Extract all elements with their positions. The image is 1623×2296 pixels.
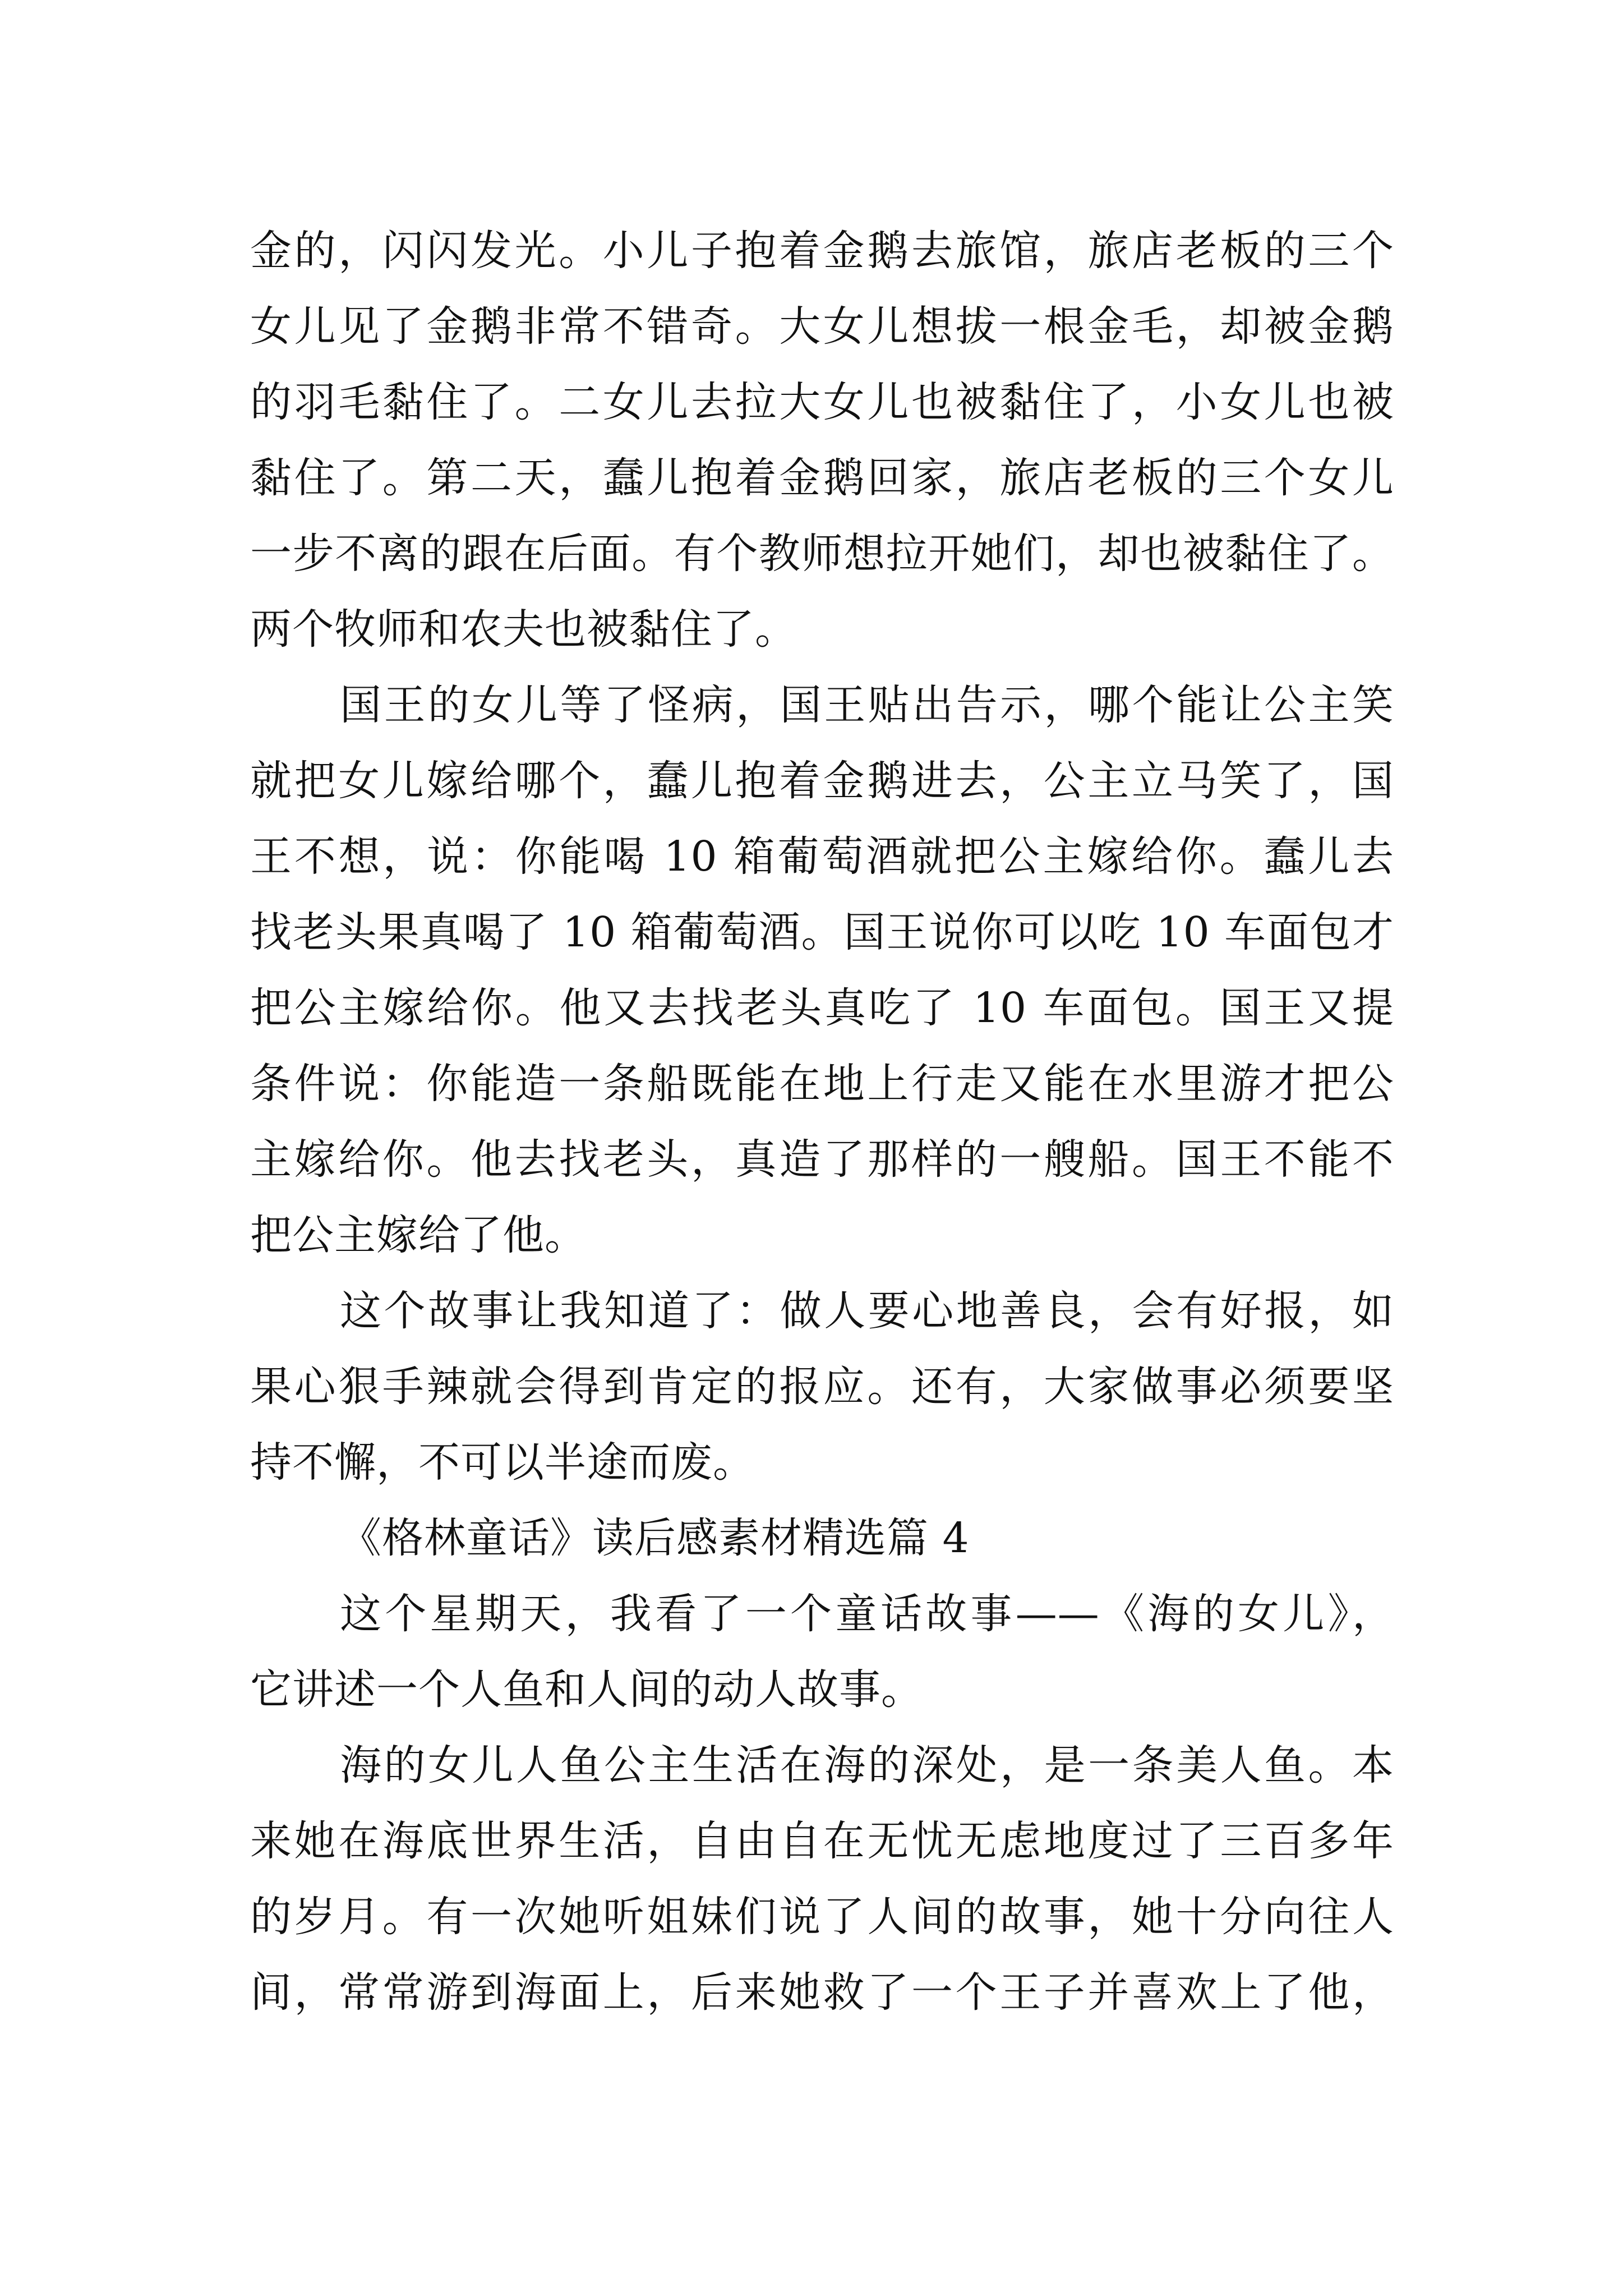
text-line: 它讲述一个人鱼和人间的动人故事。 — [250, 1665, 923, 1714]
text-line: 黏住了。第二天，蠢儿抱着金鹅回家，旅店老板的三个女儿 — [250, 454, 1394, 502]
paragraph-6 — [250, 1728, 1394, 2031]
text-line: 果心狠手辣就会得到肯定的报应。还有，大家做事必须要坚 — [250, 1363, 1394, 1411]
paragraph-2 — [250, 668, 1394, 1273]
text-line: 就把女儿嫁给哪个，蠢儿抱着金鹅进去，公主立马笑了，国 — [250, 757, 1394, 805]
text-line: 的岁月。有一次她听姐妹们说了人间的故事，她十分向往人 — [250, 1893, 1394, 1941]
paragraph-3 — [250, 1273, 1394, 1501]
paragraph-5 — [250, 1576, 1394, 1728]
text-line: 把公主嫁给了他。 — [250, 1211, 587, 1259]
document-body — [250, 213, 1394, 2031]
text-line: 这个星期天，我看了一个童话故事——《海的女儿》， — [340, 1590, 1394, 1638]
text-line: 找老头果真喝了 10 箱葡萄酒。国王说你可以吃 10 车面包才 — [250, 908, 1394, 956]
section-heading — [250, 1501, 1394, 1576]
text-line: 王不想，说：你能喝 10 箱葡萄酒就把公主嫁给你。蠢儿去 — [250, 832, 1394, 881]
text-line: 持不懈，不可以半途而废。 — [250, 1438, 755, 1487]
text-line: 国王的女儿等了怪病，国王贴出告示，哪个能让公主笑 — [340, 681, 1394, 729]
text-line: 条件说：你能造一条船既能在地上行走又能在水里游才把公 — [250, 1060, 1394, 1108]
text-line: 的羽毛黏住了。二女儿去拉大女儿也被黏住了，小女儿也被 — [250, 378, 1394, 426]
text-line: 主嫁给你。他去找老头，真造了那样的一艘船。国王不能不 — [250, 1135, 1394, 1184]
text-line: 金的，闪闪发光。小儿子抱着金鹅去旅馆，旅店老板的三个 — [250, 227, 1394, 275]
text-line: 一步不离的跟在后面。有个教师想拉开她们，却也被黏住了。 — [250, 530, 1394, 578]
text-line: 这个故事让我知道了：做人要心地善良，会有好报，如 — [340, 1287, 1394, 1335]
text-line: 海的女儿人鱼公主生活在海的深处，是一条美人鱼。本 — [340, 1741, 1394, 1789]
text-line: 间，常常游到海面上，后来她救了一个王子并喜欢上了他， — [250, 1968, 1394, 2017]
paragraph-1 — [250, 213, 1394, 668]
text-line: 把公主嫁给你。他又去找老头真吃了 10 车面包。国王又提 — [250, 984, 1394, 1032]
text-line: 来她在海底世界生活，自由自在无忧无虑地度过了三百多年 — [250, 1817, 1394, 1865]
heading-text: 《格林童话》读后感素材精选篇 4 — [340, 1514, 970, 1562]
text-line: 女儿见了金鹅非常不错奇。大女儿想拔一根金毛，却被金鹅 — [250, 302, 1394, 351]
text-line: 两个牧师和农夫也被黏住了。 — [250, 605, 797, 654]
